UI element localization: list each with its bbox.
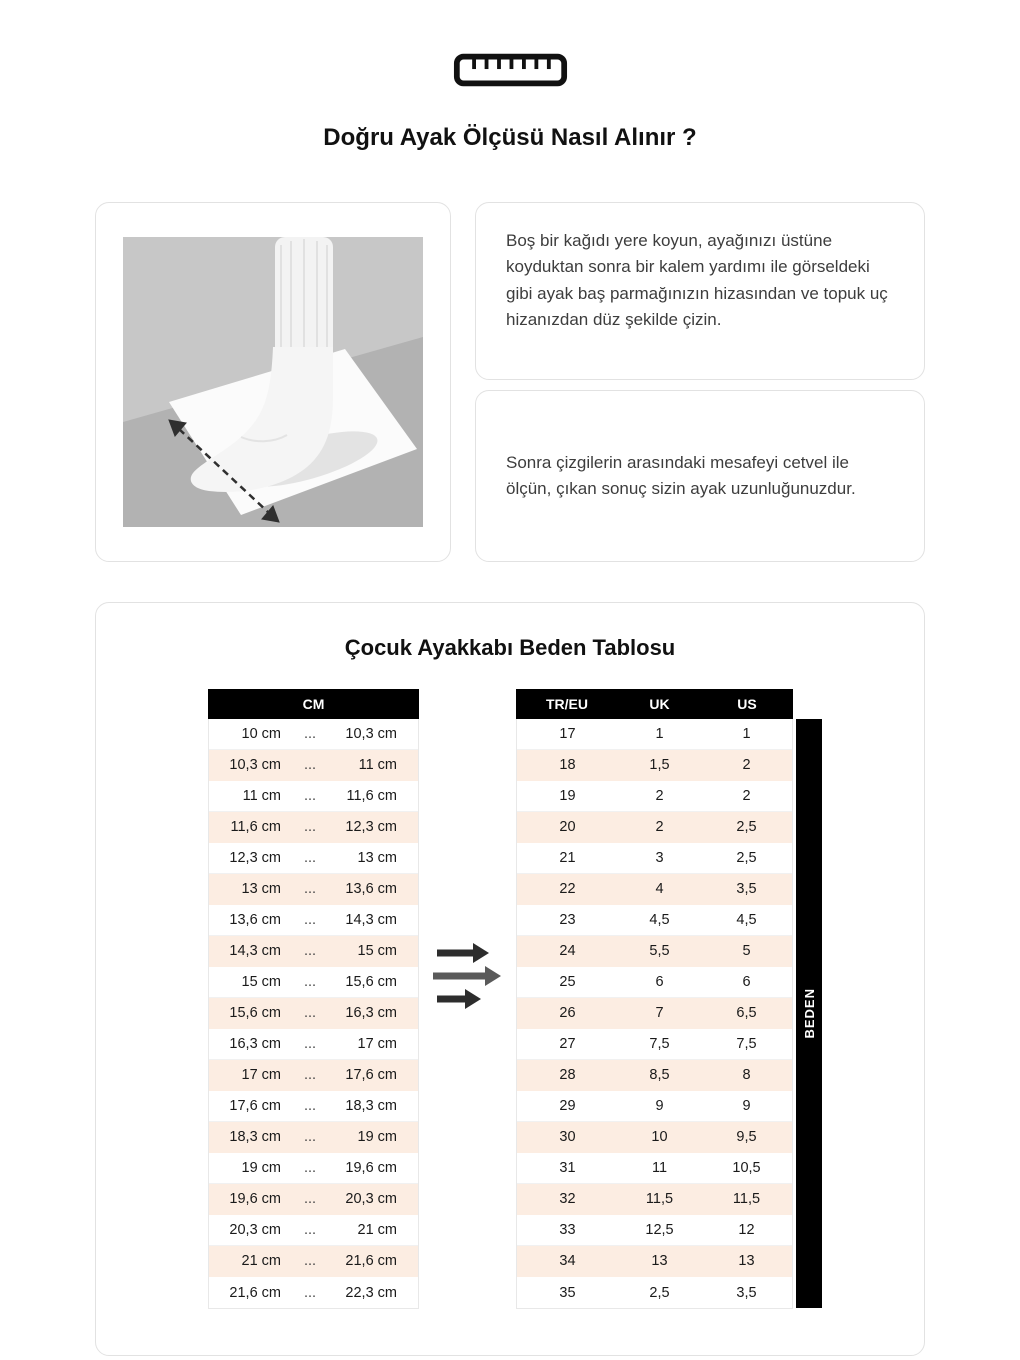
size-table-row: 19 2 2 xyxy=(517,781,792,812)
beden-side-label-text: BEDEN xyxy=(801,988,817,1039)
size-table-row: 25 6 6 xyxy=(517,967,792,998)
size-table-row: 17 1 1 xyxy=(517,719,792,750)
size-table-row: 29 9 9 xyxy=(517,1091,792,1122)
cm-table-body xyxy=(208,719,419,1309)
foot-on-paper-measurement-image xyxy=(95,202,451,562)
cm-table-row: 13,6 cm ... 14,3 cm xyxy=(209,905,418,936)
size-table-row: 21 3 2,5 xyxy=(517,843,792,874)
size-table-row: 32 11,5 11,5 xyxy=(517,1184,792,1215)
size-table-row: 33 12,5 12 xyxy=(517,1215,792,1246)
cm-table-row: 13 cm ... 13,6 cm xyxy=(209,874,418,905)
instruction-text-1: Boş bir kağıdı yere koyun, ayağınızı üstüne koyduktan sonra bir kalem yardımı ile görseldeki gibi ayak baş parmağınızın hizasından ve topuk uç hizanızdan düz şekilde çizin. xyxy=(506,231,888,330)
page-title: Doğru Ayak Ölçüsü Nasıl Alınır ? xyxy=(323,124,697,151)
cm-table-row: 19,6 cm ... 20,3 cm xyxy=(209,1184,418,1215)
size-table-header xyxy=(516,689,793,719)
cm-table-row: 21 cm ... 21,6 cm xyxy=(209,1246,418,1277)
beden-side-label xyxy=(796,719,822,1308)
size-table-row: 26 7 6,5 xyxy=(517,998,792,1029)
size-table-row: 34 13 13 xyxy=(517,1246,792,1277)
instruction-card-2 xyxy=(475,390,925,562)
cm-table-row: 17,6 cm ... 18,3 cm xyxy=(209,1091,418,1122)
cm-table-row: 14,3 cm ... 15 cm xyxy=(209,936,418,967)
size-table-row: 31 11 10,5 xyxy=(517,1153,792,1184)
size-chart-title: Çocuk Ayakkabı Beden Tablosu xyxy=(344,635,676,660)
cm-table-row: 16,3 cm ... 17 cm xyxy=(209,1029,418,1060)
size-table-row: 27 7,5 7,5 xyxy=(517,1029,792,1060)
size-table-body xyxy=(516,719,793,1309)
size-table-row: 22 4 3,5 xyxy=(517,874,792,905)
size-table-header-uk: UK xyxy=(649,696,670,712)
cm-table-row: 19 cm ... 19,6 cm xyxy=(209,1153,418,1184)
instruction-cards-column xyxy=(475,202,925,562)
size-table-row: 23 4,5 4,5 xyxy=(517,905,792,936)
ruler-icon xyxy=(0,0,1020,88)
cm-table-row: 11 cm ... 11,6 cm xyxy=(209,781,418,812)
cm-table-header: CM xyxy=(208,689,419,719)
cm-table-row: 15,6 cm ... 16,3 cm xyxy=(209,998,418,1029)
cm-table-row: 17 cm ... 17,6 cm xyxy=(209,1060,418,1091)
size-table-row: 28 8,5 8 xyxy=(517,1060,792,1091)
cm-table-row: 21,6 cm ... 22,3 cm xyxy=(209,1277,418,1308)
size-table-row: 35 2,5 3,5 xyxy=(517,1277,792,1308)
size-chart-tables xyxy=(208,689,924,1309)
cm-table-row: 10 cm ... 10,3 cm xyxy=(209,719,418,750)
cm-table-row: 18,3 cm ... 19 cm xyxy=(209,1122,418,1153)
cm-table-row: 20,3 cm ... 21 cm xyxy=(209,1215,418,1246)
measurement-instructions-section xyxy=(95,202,925,562)
size-table-row: 18 1,5 2 xyxy=(517,750,792,781)
cm-table-row: 11,6 cm ... 12,3 cm xyxy=(209,812,418,843)
size-table-row: 30 10 9,5 xyxy=(517,1122,792,1153)
cm-table-row: 12,3 cm ... 13 cm xyxy=(209,843,418,874)
cm-table-row: 15 cm ... 15,6 cm xyxy=(209,967,418,998)
size-table xyxy=(516,689,793,1309)
instruction-text-2: Sonra çizgilerin arasındaki mesafeyi cetvel ile ölçün, çıkan sonuç sizin ayak uzunluğunuzdur. xyxy=(506,452,856,498)
instruction-card-1 xyxy=(475,202,925,380)
size-chart-card xyxy=(95,602,925,1356)
cm-table-row: 10,3 cm ... 11 cm xyxy=(209,750,418,781)
cm-table xyxy=(208,689,419,1309)
size-table-row: 20 2 2,5 xyxy=(517,812,792,843)
convert-right-arrows-icon xyxy=(419,941,516,1011)
size-table-row: 24 5,5 5 xyxy=(517,936,792,967)
size-table-header-us: US xyxy=(737,696,757,712)
size-table-header-treu: TR/EU xyxy=(546,696,588,712)
